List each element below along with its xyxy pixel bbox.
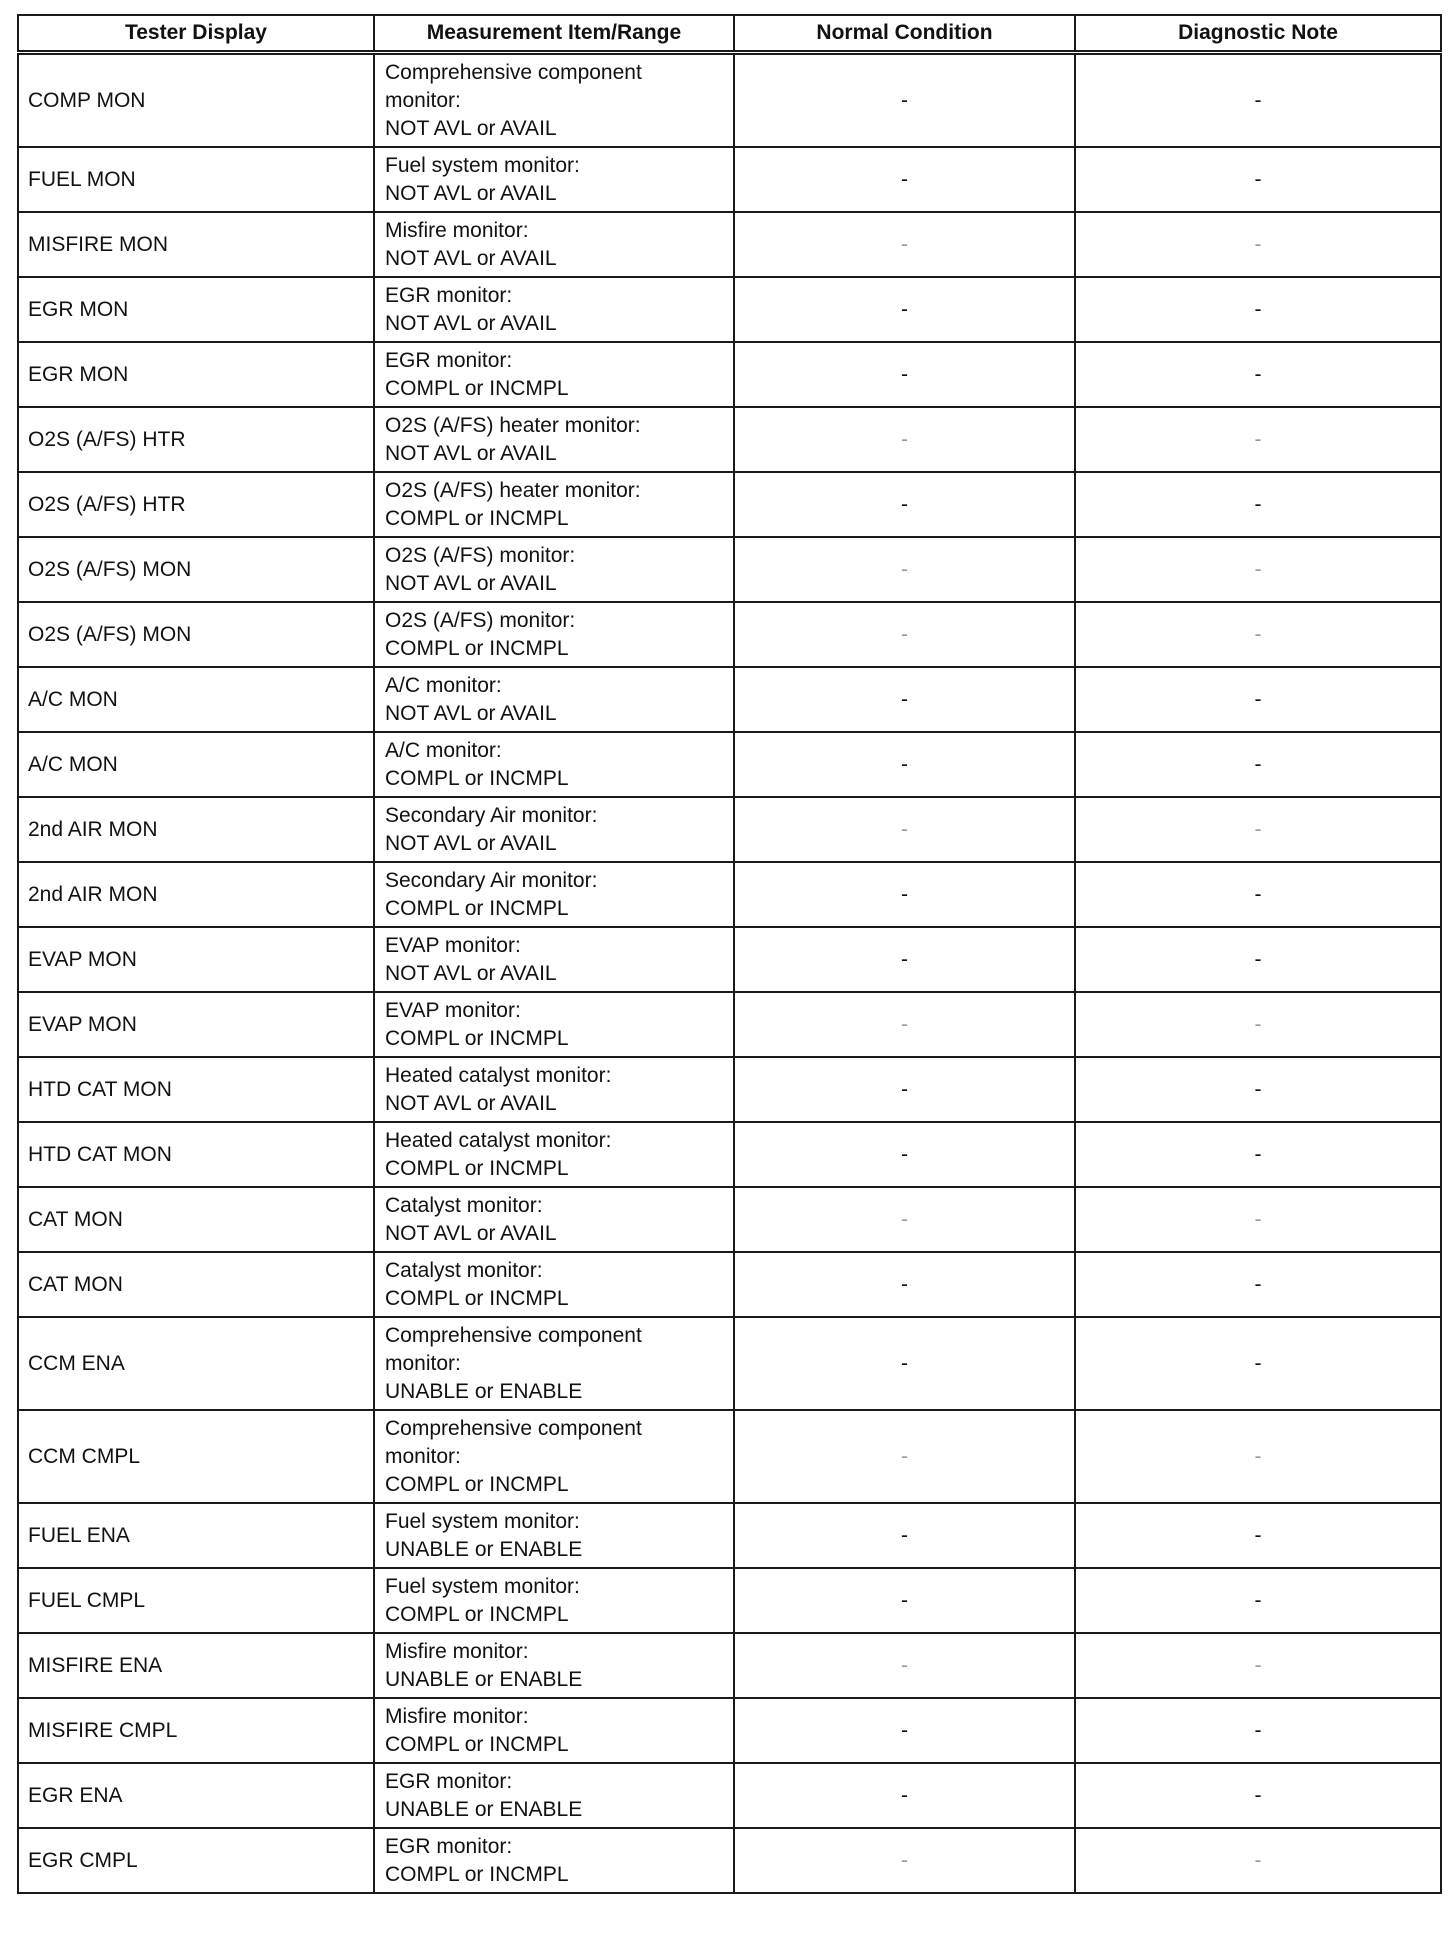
- measurement-item-line: NOT AVL or AVAIL: [385, 116, 557, 140]
- tester-display-cell: FUEL MON: [18, 147, 374, 212]
- measurement-item-line: COMPL or INCMPL: [385, 636, 569, 660]
- tester-display-cell: MISFIRE CMPL: [18, 1698, 374, 1763]
- measurement-item-line: O2S (A/FS) heater monitor:: [385, 478, 641, 502]
- measurement-item-line: UNABLE or ENABLE: [385, 1797, 583, 1821]
- table-row: [18, 1633, 1441, 1698]
- measurement-item-line: COMPL or INCMPL: [385, 1026, 569, 1050]
- table-row: [18, 537, 1441, 602]
- normal-condition-cell: -: [734, 1122, 1075, 1187]
- diagnostic-note-cell: -: [1075, 797, 1441, 862]
- measurement-item-line: UNABLE or ENABLE: [385, 1379, 583, 1403]
- table-row: [18, 992, 1441, 1057]
- normal-condition-cell: -: [734, 147, 1075, 212]
- tester-display-cell: 2nd AIR MON: [18, 862, 374, 927]
- measurement-item-line: COMPL or INCMPL: [385, 1602, 569, 1626]
- measurement-item-line: UNABLE or ENABLE: [385, 1537, 583, 1561]
- diagnostic-note-cell: -: [1075, 472, 1441, 537]
- table-row: [18, 1828, 1441, 1893]
- normal-condition-cell: -: [734, 212, 1075, 277]
- measurement-item-line: NOT AVL or AVAIL: [385, 571, 557, 595]
- diagnostic-note-cell: -: [1075, 342, 1441, 407]
- table-row: [18, 1763, 1441, 1828]
- diagnostic-note-cell: -: [1075, 732, 1441, 797]
- diagnostic-note-cell: -: [1075, 53, 1441, 148]
- normal-condition-cell: -: [734, 797, 1075, 862]
- tester-display-cell: EVAP MON: [18, 992, 374, 1057]
- measurement-item-line: NOT AVL or AVAIL: [385, 831, 557, 855]
- table-row: [18, 53, 1441, 148]
- measurement-item-line: Heated catalyst monitor:: [385, 1063, 612, 1087]
- measurement-item-line: Secondary Air monitor:: [385, 803, 598, 827]
- normal-condition-cell: -: [734, 537, 1075, 602]
- normal-condition-cell: -: [734, 667, 1075, 732]
- measurement-item-cell: [374, 1763, 734, 1828]
- measurement-item-line: A/C monitor:: [385, 738, 502, 762]
- measurement-item-cell: [374, 1317, 734, 1410]
- table-row: [18, 342, 1441, 407]
- normal-condition-cell: -: [734, 1828, 1075, 1893]
- tester-display-cell: CAT MON: [18, 1252, 374, 1317]
- measurement-item-cell: [374, 277, 734, 342]
- measurement-item-cell: [374, 472, 734, 537]
- measurement-item-line: Heated catalyst monitor:: [385, 1128, 612, 1152]
- tester-display-cell: COMP MON: [18, 53, 374, 148]
- tester-display-cell: CCM CMPL: [18, 1410, 374, 1503]
- tester-display-cell: CAT MON: [18, 1187, 374, 1252]
- measurement-item-cell: [374, 602, 734, 667]
- measurement-item-cell: [374, 1057, 734, 1122]
- normal-condition-cell: -: [734, 992, 1075, 1057]
- normal-condition-cell: -: [734, 472, 1075, 537]
- measurement-item-cell: [374, 537, 734, 602]
- diagnostic-note-cell: -: [1075, 1317, 1441, 1410]
- measurement-item-line: COMPL or INCMPL: [385, 1286, 569, 1310]
- diagnostic-note-cell: -: [1075, 992, 1441, 1057]
- table-row: [18, 732, 1441, 797]
- measurement-item-cell: [374, 1568, 734, 1633]
- measurement-item-line: EVAP monitor:: [385, 933, 521, 957]
- diagnostic-note-cell: -: [1075, 1568, 1441, 1633]
- header-row: [18, 15, 1441, 53]
- measurement-item-line: COMPL or INCMPL: [385, 1472, 569, 1496]
- tester-display-cell: HTD CAT MON: [18, 1057, 374, 1122]
- normal-condition-cell: -: [734, 1410, 1075, 1503]
- measurement-item-line: COMPL or INCMPL: [385, 1732, 569, 1756]
- tester-display-cell: EGR ENA: [18, 1763, 374, 1828]
- measurement-item-cell: [374, 1698, 734, 1763]
- measurement-item-line: Secondary Air monitor:: [385, 868, 598, 892]
- measurement-item-line: Comprehensive component: [385, 1323, 642, 1347]
- measurement-item-line: Misfire monitor:: [385, 218, 529, 242]
- measurement-item-line: Catalyst monitor:: [385, 1258, 543, 1282]
- measurement-item-line: O2S (A/FS) heater monitor:: [385, 413, 641, 437]
- table-row: [18, 927, 1441, 992]
- measurement-item-cell: [374, 212, 734, 277]
- table-row: [18, 1568, 1441, 1633]
- measurement-item-line: NOT AVL or AVAIL: [385, 961, 557, 985]
- measurement-item-line: Comprehensive component: [385, 1416, 642, 1440]
- table-row: [18, 277, 1441, 342]
- measurement-item-cell: [374, 1122, 734, 1187]
- normal-condition-cell: -: [734, 342, 1075, 407]
- measurement-item-line: Fuel system monitor:: [385, 153, 580, 177]
- measurement-item-line: Comprehensive component: [385, 60, 642, 84]
- normal-condition-cell: -: [734, 1317, 1075, 1410]
- normal-condition-cell: -: [734, 732, 1075, 797]
- measurement-item-line: A/C monitor:: [385, 673, 502, 697]
- table-row: [18, 1252, 1441, 1317]
- table-row: [18, 602, 1441, 667]
- table-body: [18, 53, 1441, 1894]
- tester-display-cell: HTD CAT MON: [18, 1122, 374, 1187]
- measurement-item-cell: [374, 862, 734, 927]
- measurement-item-line: EGR monitor:: [385, 283, 513, 307]
- table-row: [18, 1503, 1441, 1568]
- diagnostic-note-cell: -: [1075, 667, 1441, 732]
- measurement-item-cell: [374, 732, 734, 797]
- normal-condition-cell: -: [734, 862, 1075, 927]
- diagnostic-note-cell: -: [1075, 147, 1441, 212]
- tester-display-cell: O2S (A/FS) MON: [18, 602, 374, 667]
- table-row: [18, 1317, 1441, 1410]
- diagnostic-note-cell: -: [1075, 1187, 1441, 1252]
- measurement-item-line: EGR monitor:: [385, 348, 513, 372]
- measurement-item-line: NOT AVL or AVAIL: [385, 701, 557, 725]
- measurement-item-line: monitor:: [385, 88, 461, 112]
- header-normal-condition: Normal Condition: [734, 15, 1075, 53]
- data-list-table-container: [17, 14, 1440, 1894]
- diagnostic-note-cell: -: [1075, 1828, 1441, 1893]
- normal-condition-cell: -: [734, 1763, 1075, 1828]
- table-row: [18, 1698, 1441, 1763]
- measurement-item-cell: [374, 1633, 734, 1698]
- table-row: [18, 1187, 1441, 1252]
- measurement-item-line: O2S (A/FS) monitor:: [385, 608, 576, 632]
- header-measurement-item: Measurement Item/Range: [374, 15, 734, 53]
- header-tester-display: Tester Display: [18, 15, 374, 53]
- diagnostic-note-cell: -: [1075, 1252, 1441, 1317]
- table-row: [18, 1122, 1441, 1187]
- measurement-item-line: Fuel system monitor:: [385, 1509, 580, 1533]
- measurement-item-cell: [374, 1410, 734, 1503]
- tester-display-cell: EGR MON: [18, 342, 374, 407]
- measurement-item-cell: [374, 927, 734, 992]
- normal-condition-cell: -: [734, 1698, 1075, 1763]
- measurement-item-line: COMPL or INCMPL: [385, 1156, 569, 1180]
- tester-display-cell: EGR MON: [18, 277, 374, 342]
- normal-condition-cell: -: [734, 1187, 1075, 1252]
- table-row: [18, 862, 1441, 927]
- normal-condition-cell: -: [734, 1503, 1075, 1568]
- measurement-item-cell: [374, 53, 734, 148]
- normal-condition-cell: -: [734, 1568, 1075, 1633]
- measurement-item-line: EGR monitor:: [385, 1769, 513, 1793]
- measurement-item-cell: [374, 407, 734, 472]
- diagnostic-note-cell: -: [1075, 1410, 1441, 1503]
- measurement-item-line: NOT AVL or AVAIL: [385, 246, 557, 270]
- measurement-item-line: Catalyst monitor:: [385, 1193, 543, 1217]
- diagnostic-note-cell: -: [1075, 407, 1441, 472]
- measurement-item-line: Misfire monitor:: [385, 1704, 529, 1728]
- measurement-item-line: O2S (A/FS) monitor:: [385, 543, 576, 567]
- measurement-item-cell: [374, 147, 734, 212]
- tester-display-cell: CCM ENA: [18, 1317, 374, 1410]
- normal-condition-cell: -: [734, 927, 1075, 992]
- table-row: [18, 1410, 1441, 1503]
- header-diagnostic-note: Diagnostic Note: [1075, 15, 1441, 53]
- tester-display-cell: O2S (A/FS) MON: [18, 537, 374, 602]
- data-list-table: [17, 14, 1442, 1894]
- table-row: [18, 667, 1441, 732]
- diagnostic-note-cell: -: [1075, 212, 1441, 277]
- diagnostic-note-cell: -: [1075, 927, 1441, 992]
- table-row: [18, 472, 1441, 537]
- table-row: [18, 1057, 1441, 1122]
- measurement-item-line: monitor:: [385, 1444, 461, 1468]
- table-row: [18, 407, 1441, 472]
- measurement-item-cell: [374, 342, 734, 407]
- measurement-item-line: EVAP monitor:: [385, 998, 521, 1022]
- diagnostic-note-cell: -: [1075, 1122, 1441, 1187]
- normal-condition-cell: -: [734, 1252, 1075, 1317]
- measurement-item-line: NOT AVL or AVAIL: [385, 1091, 557, 1115]
- tester-display-cell: A/C MON: [18, 732, 374, 797]
- measurement-item-line: NOT AVL or AVAIL: [385, 181, 557, 205]
- measurement-item-line: NOT AVL or AVAIL: [385, 441, 557, 465]
- normal-condition-cell: -: [734, 1633, 1075, 1698]
- measurement-item-line: COMPL or INCMPL: [385, 506, 569, 530]
- measurement-item-cell: [374, 667, 734, 732]
- normal-condition-cell: -: [734, 53, 1075, 148]
- diagnostic-note-cell: -: [1075, 537, 1441, 602]
- normal-condition-cell: -: [734, 1057, 1075, 1122]
- table-header: [18, 15, 1441, 53]
- measurement-item-cell: [374, 1187, 734, 1252]
- measurement-item-cell: [374, 1503, 734, 1568]
- measurement-item-line: COMPL or INCMPL: [385, 896, 569, 920]
- normal-condition-cell: -: [734, 407, 1075, 472]
- tester-display-cell: MISFIRE ENA: [18, 1633, 374, 1698]
- measurement-item-line: Fuel system monitor:: [385, 1574, 580, 1598]
- tester-display-cell: O2S (A/FS) HTR: [18, 407, 374, 472]
- diagnostic-note-cell: -: [1075, 1503, 1441, 1568]
- tester-display-cell: EGR CMPL: [18, 1828, 374, 1893]
- table-row: [18, 212, 1441, 277]
- diagnostic-note-cell: -: [1075, 277, 1441, 342]
- normal-condition-cell: -: [734, 277, 1075, 342]
- tester-display-cell: FUEL ENA: [18, 1503, 374, 1568]
- measurement-item-line: UNABLE or ENABLE: [385, 1667, 583, 1691]
- diagnostic-note-cell: -: [1075, 1763, 1441, 1828]
- diagnostic-note-cell: -: [1075, 1698, 1441, 1763]
- measurement-item-line: monitor:: [385, 1351, 461, 1375]
- diagnostic-note-cell: -: [1075, 1633, 1441, 1698]
- measurement-item-cell: [374, 1252, 734, 1317]
- measurement-item-line: Misfire monitor:: [385, 1639, 529, 1663]
- tester-display-cell: A/C MON: [18, 667, 374, 732]
- measurement-item-cell: [374, 797, 734, 862]
- table-row: [18, 147, 1441, 212]
- measurement-item-line: EGR monitor:: [385, 1834, 513, 1858]
- normal-condition-cell: -: [734, 602, 1075, 667]
- measurement-item-cell: [374, 1828, 734, 1893]
- measurement-item-line: COMPL or INCMPL: [385, 1862, 569, 1886]
- measurement-item-cell: [374, 992, 734, 1057]
- measurement-item-line: COMPL or INCMPL: [385, 766, 569, 790]
- tester-display-cell: FUEL CMPL: [18, 1568, 374, 1633]
- diagnostic-note-cell: -: [1075, 1057, 1441, 1122]
- tester-display-cell: O2S (A/FS) HTR: [18, 472, 374, 537]
- measurement-item-line: COMPL or INCMPL: [385, 376, 569, 400]
- diagnostic-note-cell: -: [1075, 862, 1441, 927]
- tester-display-cell: EVAP MON: [18, 927, 374, 992]
- diagnostic-note-cell: -: [1075, 602, 1441, 667]
- measurement-item-line: NOT AVL or AVAIL: [385, 1221, 557, 1245]
- tester-display-cell: 2nd AIR MON: [18, 797, 374, 862]
- table-row: [18, 797, 1441, 862]
- measurement-item-line: NOT AVL or AVAIL: [385, 311, 557, 335]
- tester-display-cell: MISFIRE MON: [18, 212, 374, 277]
